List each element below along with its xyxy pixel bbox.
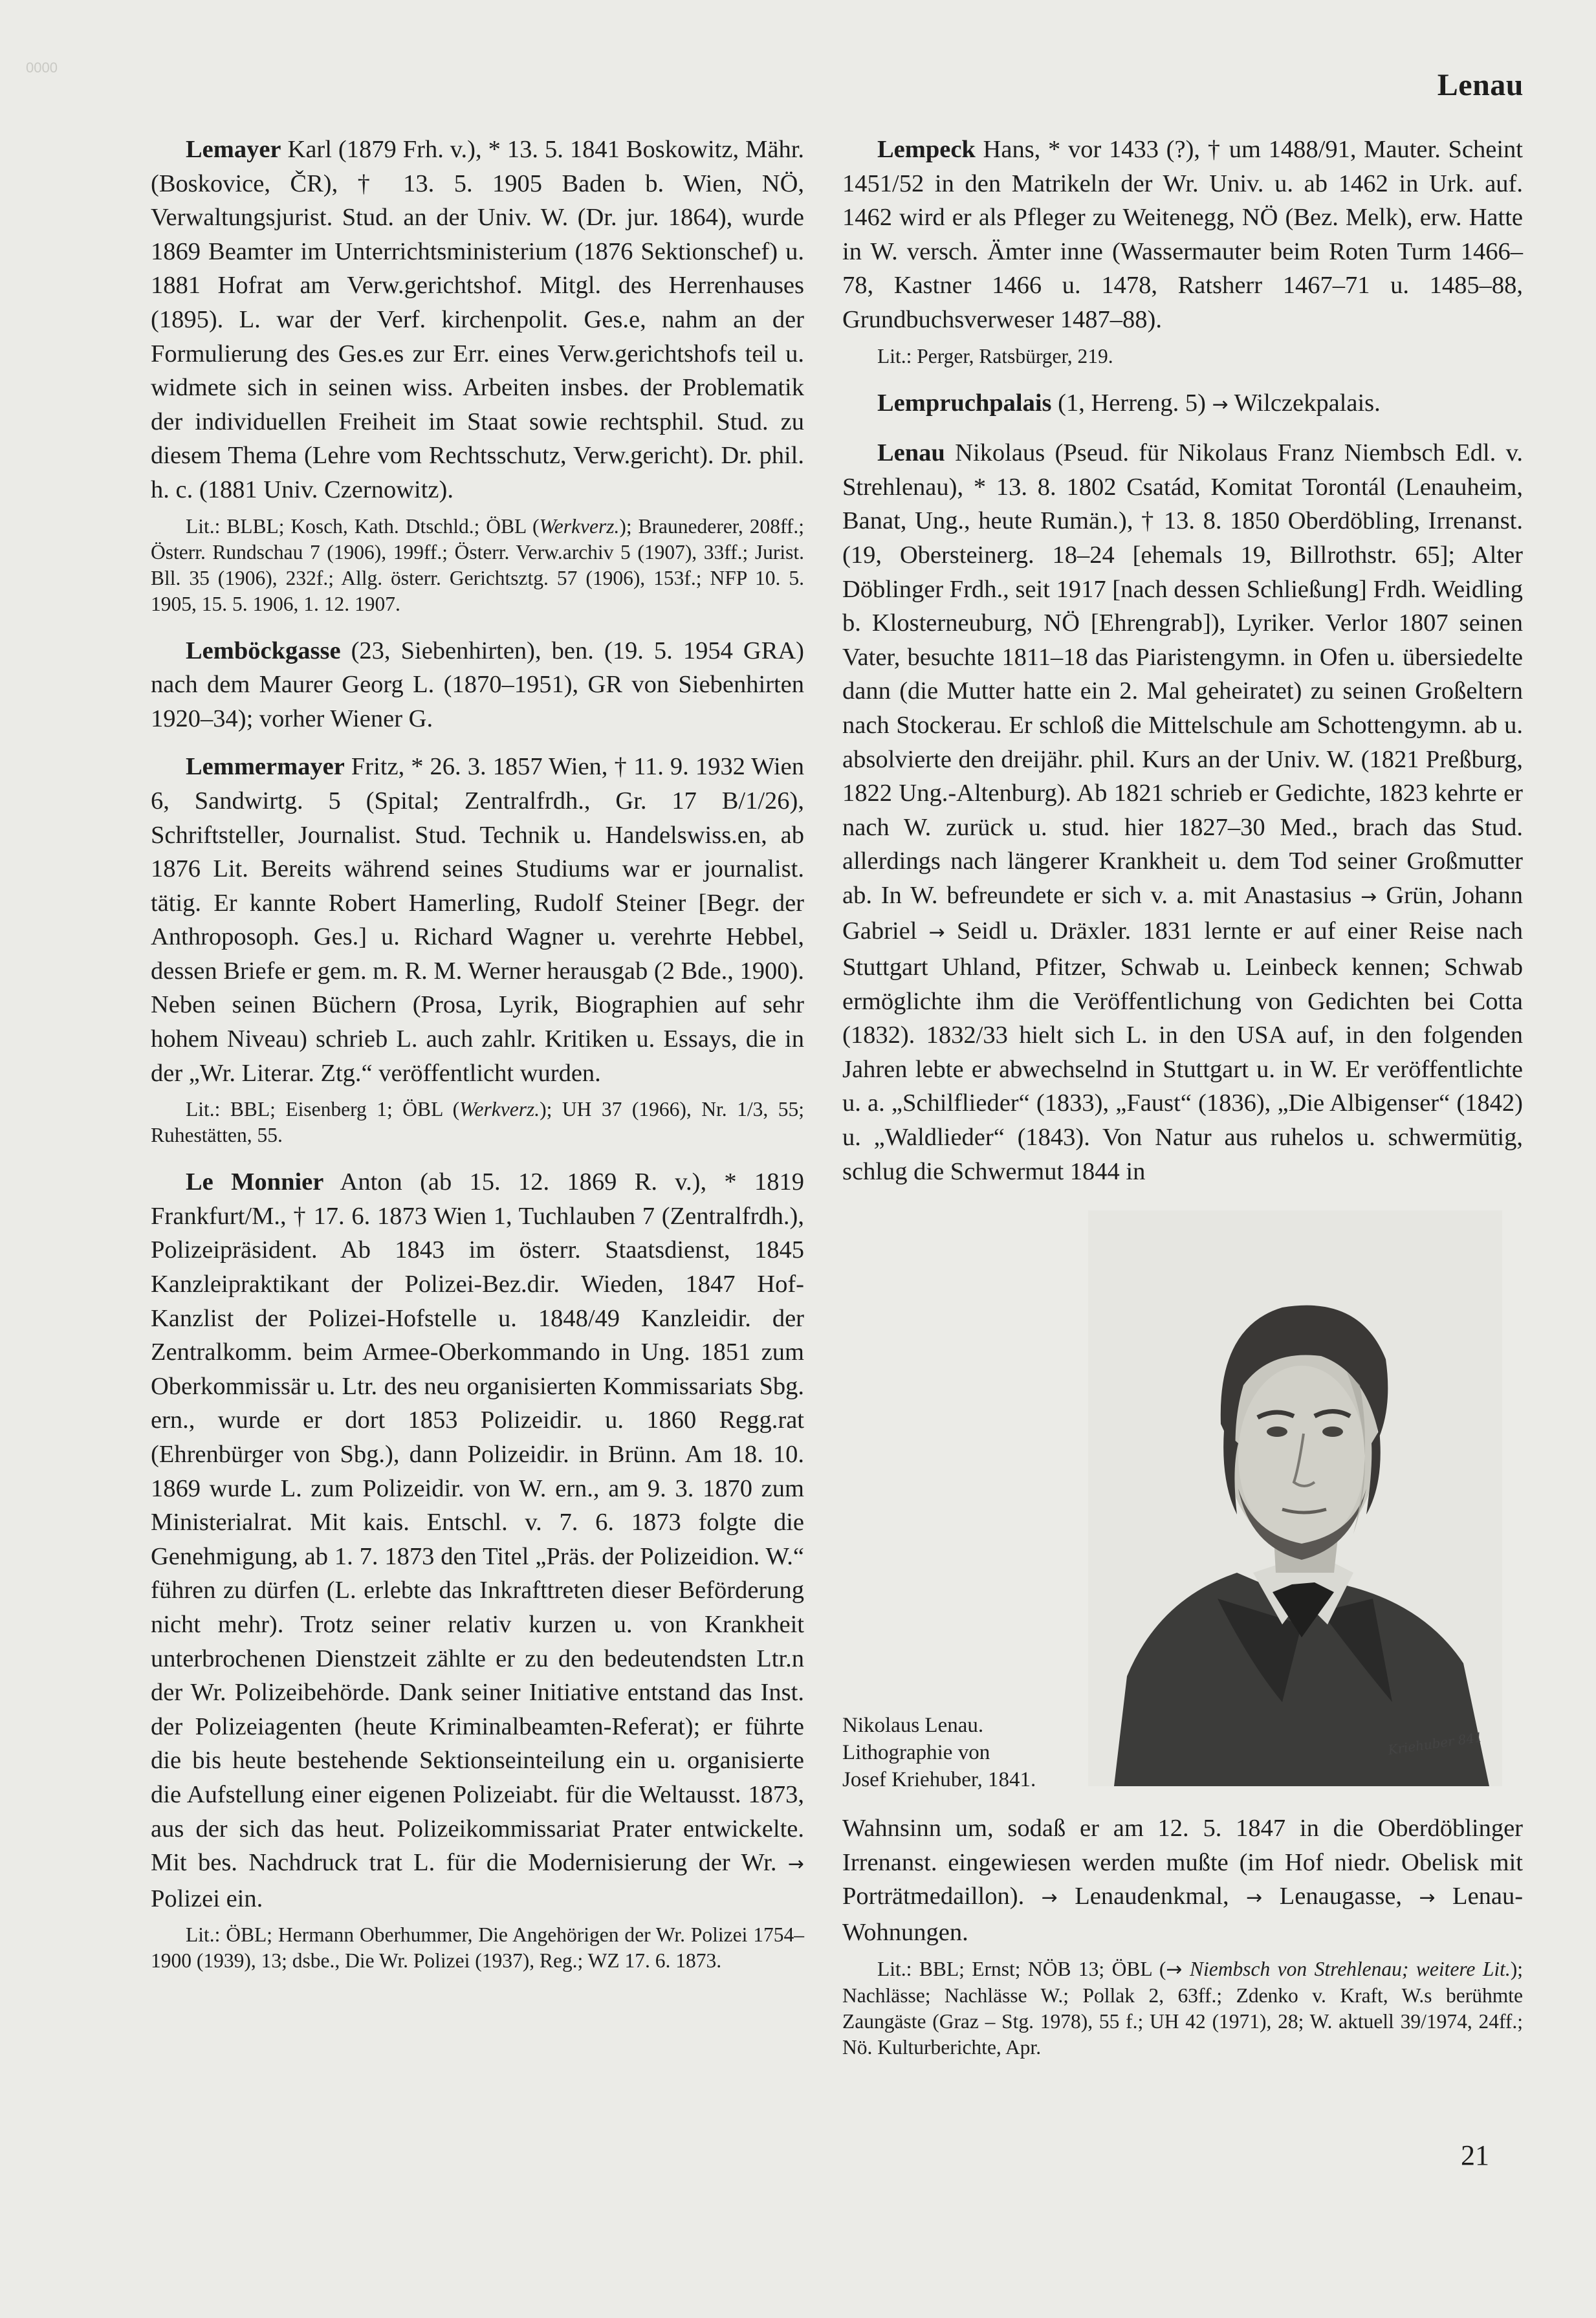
entry-body: u. Dräxler. 1831 lernte er auf einer Reise nach Stuttgart Uhland, Pfitzer, Schwab u. Leinbeck kennen; Schwab ermöglichte ihm die Veröffentlichung von Gedichten bei Cotta (1832). 1832/33 hielt sich L. in den USA auf, in den folgenden Jahren lebte er abwechselnd in Stuttgart u. in W. Er veröffentlichte u. a. „Schilflieder“ (1833), „Faust“ (1836), „Die Albigenser“ (1842) u. „Waldlieder“ (1843). Von Natur aus ruhelos u. schwermütig, schlug die Schwermut 1844 in — [842, 917, 1524, 1185]
entry-lenau — [842, 436, 1523, 1188]
entry-lemboeckgasse — [151, 634, 804, 736]
figure-caption — [842, 1712, 1088, 1793]
right-column — [842, 133, 1523, 2077]
lit-italic: Niembsch von Strehlenau; weitere Lit. — [1190, 1957, 1511, 1980]
lit-italic: Werkverz. — [539, 514, 620, 538]
lit-text: Lit.: BLBL; Kosch, Kath. Dtschld.; ÖBL ( — [186, 514, 540, 538]
lit-text: ); UH 37 (1966), Nr. 1/3, 55; Ruhestätten, 55. — [151, 1098, 804, 1147]
headword-lenau: Lenau — [877, 439, 945, 467]
xref-lenaudenkmal[interactable]: Lenaudenkmal, — [1075, 1883, 1229, 1910]
cross-reference-arrow-icon: → — [1361, 885, 1377, 908]
headword-lempeck: Lempeck — [877, 136, 976, 163]
xref-polizei[interactable]: Polizei — [151, 1885, 220, 1912]
cross-reference-arrow-icon: → — [928, 921, 945, 945]
entry-body: Karl (1879 Frh. v.), * 13. 5. 1841 Boskowitz, Mähr. (Boskovice, ČR), † 13. 5. 1905 Baden b. Wien, NÖ, Verwaltungsjurist. Stud. an der Univ. W. (Dr. jur. 1864), wurde 1869 Beamter im Unterrichtsministerium (1876 Sektionschef) u. 1881 Hofrat am Verw.gerichtshof. Mitgl. des Herrenhauses (1895). L. war der Verf. kirchenpolit. Ges.e, nahm an der Formulierung des Ges.es zur Err. eines Verw.gerichtshofs teil u. widmete sich in seinen wiss. Arbeiten insbes. der Problematik der individuellen Freiheit im Staat sowie rechtsphil. Stud. zu diesem Thema (Lehre vom Rechtsschutz, Verw.gericht). Dr. phil. h. c. (1881 Univ. Czernowitz). — [151, 136, 805, 503]
caption-line: Nikolaus Lenau. — [842, 1714, 984, 1738]
entry-body-end: ein. — [226, 1885, 263, 1912]
portrait-lithograph — [1088, 1210, 1502, 1786]
caption-line: Lithographie von — [842, 1741, 990, 1765]
figure-lenau-portrait — [842, 1210, 1523, 1796]
lit-text: Lit.: BBL; Ernst; NÖB 13; ÖBL ( — [877, 1957, 1166, 1980]
lit-text: ); Braunederer, 208ff.; Österr. Rundschau 7 (1906), 199ff.; Österr. Verw.archiv 5 (1907), 33ff.; Jurist. Bll. 35 (1906), 232f.; Allg. österr. Gerichtsztg. 57 (1906), 153f.; NFP 10. 5. 1905, 15. 5. 1906, 1. 12. 1907. — [151, 514, 804, 615]
xref-wilczekpalais[interactable]: Wilczekpalais. — [1234, 389, 1381, 417]
cross-reference-arrow-icon: → — [1419, 1886, 1436, 1910]
running-head: Lenau — [1437, 68, 1524, 102]
headword-lempruchpalais: Lempruchpalais — [877, 389, 1052, 417]
xref-gruen[interactable]: Grün, Johann Gabriel — [842, 881, 1524, 945]
lit-text: ); Nachlässe; Nachlässe W.; Pollak 2, 63ff.; Zdenko v. Kraft, W.s berühmte Zaungäste (Graz – Stg. 1978), 55 f.; UH 42 (1971), 28; W. aktuell 39/1974, 24ff.; Nö. Kulturberichte, Apr. — [842, 1957, 1523, 2059]
lit-italic: Werkverz. — [459, 1098, 540, 1121]
cross-reference-arrow-icon: → — [787, 1853, 805, 1876]
literature-lempeck: Lit.: Perger, Ratsbürger, 219. — [877, 344, 1113, 367]
page-stamp: 0000 — [26, 60, 58, 76]
entry-lemayer — [151, 133, 804, 507]
literature-lenau — [842, 1956, 1523, 2061]
headword-lemmermayer: Lemmermayer — [186, 753, 345, 781]
entry-le-monnier — [151, 1165, 804, 1916]
headword-lemayer: Lemayer — [186, 136, 281, 163]
entry-lempeck — [842, 133, 1523, 337]
cross-reference-arrow-icon: → — [1246, 1886, 1263, 1910]
entry-lenau-continued — [842, 1811, 1523, 1949]
entry-body: Fritz, * 26. 3. 1857 Wien, † 11. 9. 1932 Wien 6, Sandwirtg. 5 (Spital; Zentralfrdh., Gr. 17 B/1/26), Schriftsteller, Journalist. Stud. Technik u. Handelswiss.en, ab 1876 Lit. Bereits während seines Studiums war er journalist. tätig. Er kannte Robert Hamerling, Rudolf Steiner [Begr. der Anthroposoph. Ges.] u. Richard Wagner u. verehrte Hebbel, dessen Briefe er gem. m. R. M. Werner herausgab (2 Bde., 1900). Neben seinen Büchern (Prosa, Lyrik, Biographien auf sehr hohem Niveau) schrieb L. auch zahlr. Kritiken u. Essays, die in der „Wr. Literar. Ztg.“ veröffentlicht wurden. — [151, 753, 805, 1087]
lit-text: Lit.: BBL; Eisenberg 1; ÖBL ( — [186, 1098, 460, 1121]
artist-signature: Kriehuber 841 — [1386, 1729, 1483, 1758]
literature-lemmermayer — [151, 1097, 804, 1148]
cross-reference-arrow-icon: → — [1041, 1886, 1058, 1910]
entry-body: Nikolaus (Pseud. für Nikolaus Franz Niembsch Edl. v. Strehlenau), * 13. 8. 1802 Csatád, Komitat Torontál (Lenauheim, Banat, Ung., heute Rumän.), † 13. 8. 1850 Oberdöbling, Irrenanst. (19, Obersteinerg. 18–24 [ehemals 19, Billrothstr. 65]; Alter Döblinger Frdh., seit 1917 [nach dessen Schließung] Frdh. Weidling b. Klosterneuburg, NÖ [Ehrengrab]), Lyriker. Verlor 1807 seinen Vater, besuchte 1811–18 das Piaristengymn. in Ofen u. übersiedelte dann (die Mutter hatte ein 2. Mal geheiratet) zu seinen Großeltern nach Stockerau. Er schloß die Mittelschule am Schottengymn. ab u. absolvierte den dreijähr. phil. Kurs an der Univ. W. (1821 Preßburg, 1822 Ung.-Altenburg). Ab 1821 schrieb er Gedichte, 1823 kehrte er nach W. zurück u. stud. hier 1827–30 Med., brach das Stud. allerdings nach längerer Krankheit u. dem Tod seiner Großmutter ab. In W. befreundete er sich v. a. mit Anastasius — [842, 439, 1523, 909]
xref-seidl[interactable]: Seidl — [956, 917, 1009, 945]
entry-body: (23, Siebenhirten), ben. (19. 5. 1954 GRA) nach dem Maurer Georg L. (1870–1951), GR von Siebenhirten 1920–34); vorher Wiener G. — [151, 637, 804, 732]
xref-lenau-wohnungen[interactable]: Lenau-Wohnungen. — [842, 1883, 1524, 1946]
literature-lemayer — [151, 514, 804, 617]
headword-lemboeckgasse: Lemböckgasse — [186, 637, 341, 664]
entry-body: Anton (ab 15. 12. 1869 R. v.), * 1819 Frankfurt/M., † 17. 6. 1873 Wien 1, Tuchlauben 7 (Zentralfrdh.), Polizeipräsident. Ab 1843 im österr. Staatsdienst, 1845 Kanzleipraktikant der Polizei-Bez.dir. Wieden, 1847 Hof-Kanzlist der Polizei-Hofstelle u. 1848/49 Kanzleidir. der Zentralkomm. beim Armee-Oberkommando in Ung. 1851 zum Oberkommissär u. Ltr. des neu organisierten Kommissariats Sbg. ern., wurde er dort 1853 Polizeidir. u. 1860 Regg.rat (Ehrenbürger von Sbg.), dann Polizeidir. in Brünn. Am 18. 10. 1869 wurde L. zum Polizeidir. von W. ern., am 9. 3. 1870 zum Ministerialrat. Mit kais. Entschl. v. 7. 6. 1873 folgte die Genehmigung, ab 1. 7. 1873 den Titel „Präs. der Polizeidion. W.“ führen zu dürfen (L. erlebte das Inkrafttreten dieser Beförderung nicht mehr). Trotz seiner relativ kurzen u. von Krankheit unterbrochenen Dienstzeit zählte er zu den bedeutendsten Ltr.n der Wr. Polizeibehörde. Dank seiner Initiative entstand das Inst. der Polizeiagenten (heute Kriminalbeamten-Referat); er führte die bis heute bestehende Sektionseinteilung ein u. organisierte die Aufstellung einer eigenen Polizeiabt. für die Weltausst. 1873, aus der sich das heut. Polizeikommissariat Prater entwickelte. Mit bes. Nachdruck trat L. für die Modernisierung der Wr. — [151, 1168, 804, 1877]
cross-reference-arrow-icon: → — [1166, 1958, 1183, 1981]
literature-le-monnier: Lit.: ÖBL; Hermann Oberhummer, Die Angehörigen der Wr. Polizei 1754–1900 (1939), 13; dsbe., Die Wr. Polizei (1937), Reg.; WZ 17. 6. 1873. — [151, 1923, 804, 1973]
entry-lempruchpalais — [842, 386, 1523, 422]
entry-lemmermayer — [151, 750, 804, 1090]
entry-body: Wahnsinn um, sodaß er am 12. 5. 1847 in die Oberdöblinger Irrenanst. eingewiesen werden mußte (im Hof niedr. Obelisk mit Porträtmedaillon). — [842, 1815, 1523, 1910]
headword-le-monnier: Le Monnier — [186, 1168, 324, 1196]
portrait-drawing — [1088, 1210, 1502, 1786]
entry-body: Hans, * vor 1433 (?), † um 1488/91, Mauter. Scheint 1451/52 in den Matrikeln der Wr. Univ. u. ab 1462 in Urk. auf. 1462 wird er als Pfleger zu Weitenegg, NÖ (Bez. Melk), erw. Hatte in W. versch. Ämter inne (Wassermauter beim Roten Turm 1466–78, Kastner 1466 u. 1478, Ratsherr 1467–71 u. 1485–88, Grundbuchsverweser 1487–88). — [842, 136, 1523, 333]
caption-line: Josef Kriehuber, 1841. — [842, 1768, 1036, 1792]
entry-body: (1, Herreng. 5) — [1058, 389, 1206, 417]
cross-reference-arrow-icon: → — [1212, 393, 1229, 416]
left-column — [151, 133, 804, 1991]
page-number: 21 — [1461, 2139, 1489, 2171]
xref-lenaugasse[interactable]: Lenaugasse, — [1279, 1883, 1402, 1910]
